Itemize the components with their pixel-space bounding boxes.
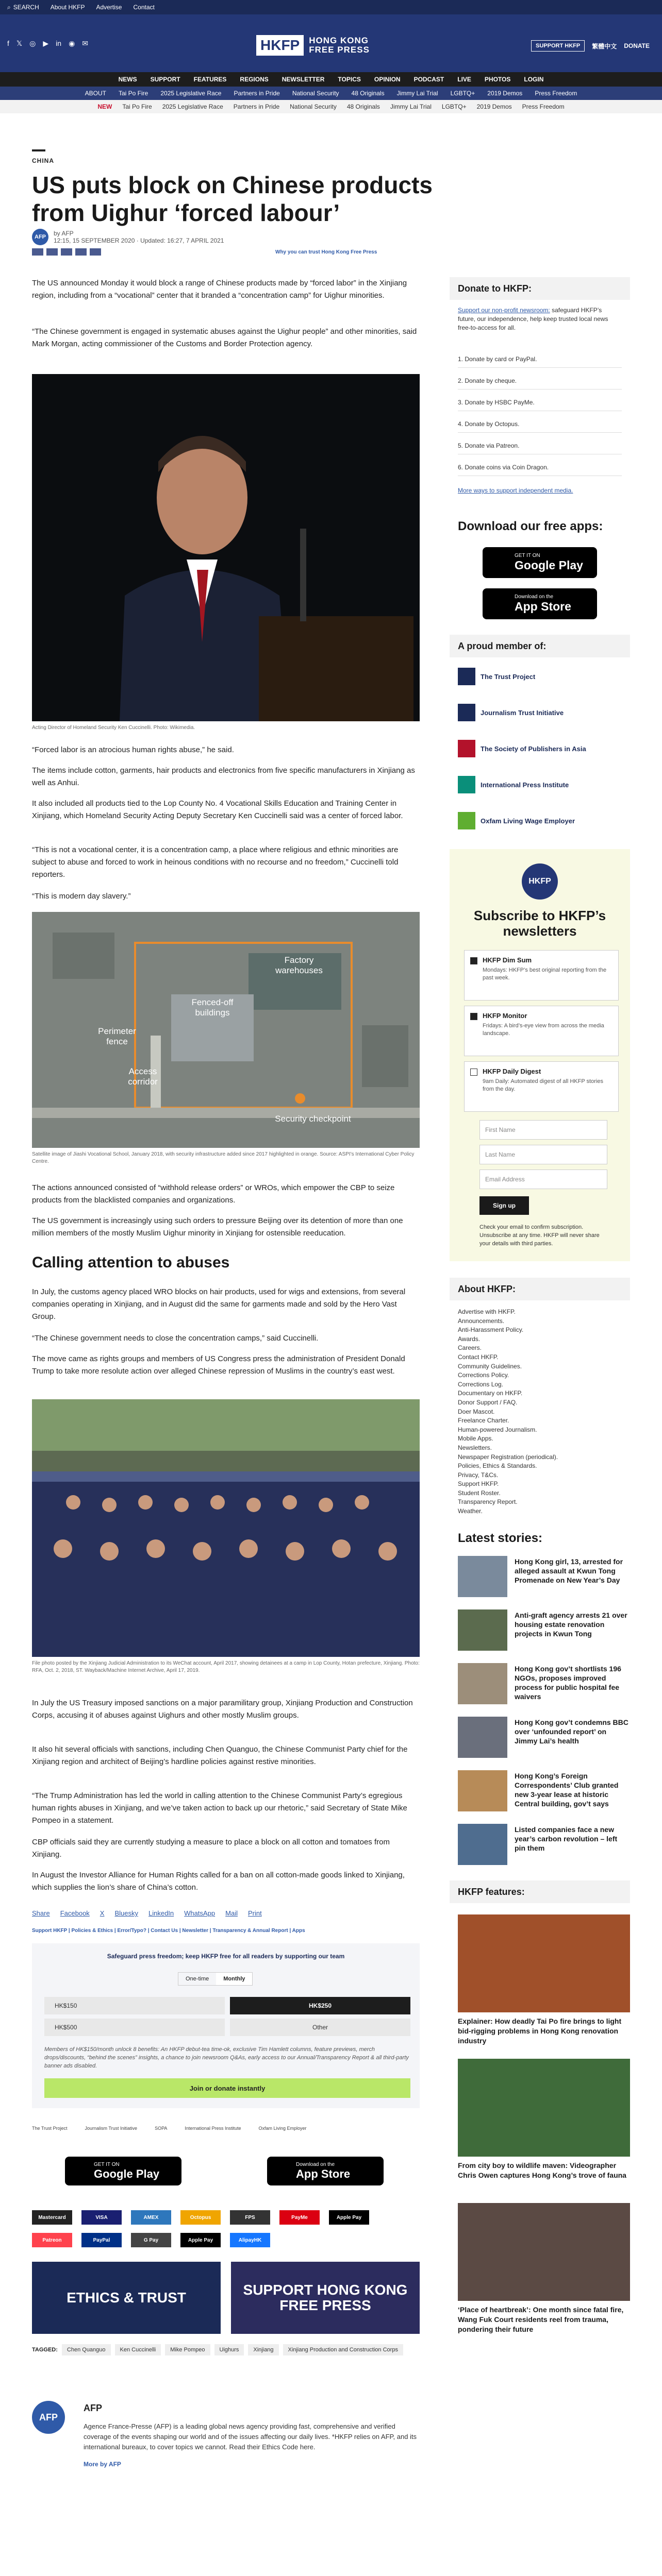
monthly-option[interactable]: Monthly <box>216 1973 252 1985</box>
trending-item[interactable]: National Security <box>290 103 337 110</box>
ipi-logo[interactable]: International Press Institute <box>458 776 569 793</box>
jti-logo: Journalism Trust Initiative <box>85 2126 138 2131</box>
newsletter-logo: HKFP <box>522 863 558 900</box>
trending-item[interactable]: Press Freedom <box>522 103 565 110</box>
newsletter-desc: Mondays: HKFP’s best original reporting from the past week. <box>483 967 607 981</box>
about-link[interactable]: Human-powered Journalism. <box>458 1426 537 1433</box>
monitor-checkbox[interactable] <box>470 1013 477 1020</box>
trust-project-icon <box>458 668 475 685</box>
subnav-item[interactable]: 2025 Legislative Race <box>160 90 222 97</box>
section-label[interactable]: CHINA <box>32 157 54 164</box>
share-print-icon[interactable] <box>90 248 101 256</box>
article-paragraph: “This is modern day slavery.” <box>32 892 131 901</box>
author-avatar: AFP <box>32 229 48 245</box>
trust-project-logo[interactable]: The Trust Project <box>458 668 535 685</box>
sidebar-app-store-button[interactable]: Download on the App Store <box>483 588 597 619</box>
latest-thumb <box>458 1824 507 1865</box>
facebook-icon[interactable]: f <box>7 39 9 47</box>
trending-item[interactable]: Tai Po Fire <box>122 103 152 110</box>
article-paragraph: “The Trump Administration has led the world in calling attention to the Chinese Communist Party’s egregious human rights abuses in Xinjiang, and we’ve taken action to back up our rhetoric,” said Secretary of State Mike Pompeo in a statement. <box>32 1791 407 1825</box>
article-paragraph: CBP officials said they are currently studying a measure to place a block on all cotton and tomatoes from Xinjiang. <box>32 1838 390 1859</box>
feature-story[interactable]: From city boy to wildlife maven: Videographer Chris Owen captures Hong Kong’s trove of fauna <box>458 2059 630 2180</box>
about-link[interactable]: Advertise with HKFP. <box>458 1308 516 1315</box>
about-link[interactable]: Doer Mascot. <box>458 1408 495 1415</box>
trending-item[interactable]: 2025 Legislative Race <box>162 103 223 110</box>
about-links <box>458 1308 623 1516</box>
search-link[interactable]: ⌕ SEARCH <box>7 3 39 11</box>
detainees-image <box>32 1399 420 1657</box>
octopus-icon: Octopus <box>180 2210 221 2225</box>
article-paragraph: The US government is increasingly using such orders to pressure Beijing over its detention of more than one million members of the mostly Muslim Uighur minority in Xinjiang for ostensible reeducation. <box>32 1216 403 1238</box>
logo-mark: HKFP <box>256 35 304 56</box>
fps-icon: FPS <box>230 2210 270 2225</box>
author-bio: Agence France-Presse (AFP) is a leading global news agency providing fast, comprehensive and verified coverage of the events shaping our world and of the issues affecting our daily lives. *HKFP relies on AFP, and its international bureaux, to cover topics we cannot. Read their Ethics Code here. <box>84 2422 417 2451</box>
about-link[interactable]: Newspaper Registration (periodical). <box>458 1453 558 1461</box>
apple-pay-icon: Apple Pay <box>180 2233 221 2247</box>
tag-item[interactable]: Uighurs <box>214 2344 244 2355</box>
ipi-logo: International Press Institute <box>185 2126 241 2131</box>
app-store-button[interactable]: Download on the App Store <box>267 2157 384 2185</box>
article-paragraph: The items include cotton, garments, hair products and electronics from five specific manufacturers in Xinjiang as well as Anhui. <box>32 766 415 787</box>
jti-icon <box>458 704 475 721</box>
ipi-icon <box>458 776 475 793</box>
dimsum-checkbox[interactable] <box>470 957 477 964</box>
article-paragraph: In July, the customs agency placed WRO blocks on hair products, used for wigs and extensions, from several companies operating in Xinjiang, and in August did the same for garments made and sold by the Hero Vast Group. <box>32 1287 406 1321</box>
digest-checkbox[interactable] <box>470 1069 477 1076</box>
latest-story[interactable]: Hong Kong gov’t condemns BBC over ‘unfounded report’ on Jimmy Lai’s health <box>458 1717 630 1766</box>
payme-icon: PayMe <box>279 2210 320 2225</box>
visa-icon: VISA <box>81 2210 122 2225</box>
trending-item[interactable]: Jimmy Lai Trial <box>390 103 432 110</box>
share-bluesky[interactable]: Bluesky <box>114 1909 138 1917</box>
nav-photos[interactable]: PHOTOS <box>484 76 511 83</box>
article-paragraph: The actions announced consisted of “withhold release orders” or WROs, which empower the CBP to seize products from the blacklisted companies and organizations. <box>32 1183 395 1205</box>
share-icons <box>32 248 101 256</box>
trending-bar <box>0 100 662 113</box>
share-mail[interactable]: Mail <box>225 1909 238 1917</box>
article-paragraph: The US announced Monday it would block a range of Chinese products made by “forced labor” in the Xinjiang region, including from a “vocational” center that it branded a “concentration camp” for Uighur minorities. <box>32 279 407 300</box>
image-caption: Acting Director of Homeland Security Ken Cuccinelli. Photo: Wikimedia. <box>32 725 195 731</box>
jti-logo[interactable]: Journalism Trust Initiative <box>458 704 564 721</box>
about-link[interactable]: Student Roster. <box>458 1489 501 1497</box>
donate-option[interactable]: 4. Donate by Octopus. <box>458 415 622 433</box>
tag-item[interactable]: Xinjiang Production and Construction Corps <box>283 2344 403 2355</box>
sopa-icon <box>458 740 475 757</box>
share-facebook-icon[interactable] <box>32 248 43 256</box>
mail-icon[interactable]: ✉ <box>82 39 89 47</box>
about-link[interactable]: Weather. <box>458 1507 483 1515</box>
share-mail-icon[interactable] <box>61 248 72 256</box>
newsletter-desc: 9am Daily: Automated digest of all HKFP stories from the day. <box>483 1078 603 1092</box>
google-play-button[interactable]: GET IT ON Google Play <box>65 2157 181 2185</box>
site-header <box>0 14 662 72</box>
more-ways-link[interactable]: More ways to support independent media. <box>458 487 573 494</box>
amount-250[interactable]: HK$250 <box>230 1997 410 2014</box>
nav-newsletter[interactable]: NEWSLETTER <box>282 76 325 83</box>
about-link[interactable]: Careers. <box>458 1344 482 1352</box>
feature-image <box>458 2203 630 2301</box>
search-icon: ⌕ <box>7 3 11 11</box>
paypal-icon: PayPal <box>81 2233 122 2247</box>
payment-row-2 <box>32 2233 270 2247</box>
share-label: Share <box>32 1909 50 1917</box>
map-label-access: Access corridor <box>128 1066 158 1087</box>
feature-story[interactable]: Explainer: How deadly Tai Po fire brings to light bid-rigging problems in Hong Kong renovation industry <box>458 1914 630 2046</box>
new-badge: NEW <box>97 103 112 110</box>
about-link[interactable]: Privacy, T&Cs. <box>458 1471 499 1479</box>
map-label-perimeter: Perimeter fence <box>98 1026 136 1046</box>
about-link[interactable]: About HKFP <box>50 4 85 11</box>
latest-title: Latest stories: <box>450 1527 630 1550</box>
rss-icon[interactable]: ◉ <box>69 39 75 47</box>
nav-features[interactable]: FEATURES <box>193 76 227 83</box>
article-paragraph: “The Chinese government needs to close the concentration camps,” said Cuccinelli. <box>32 1334 319 1343</box>
amount-500[interactable]: HK$500 <box>44 2019 225 2036</box>
support-hkfp-button[interactable]: SUPPORT HKFP <box>531 40 585 52</box>
about-link[interactable]: Awards. <box>458 1335 481 1343</box>
join-donate-button[interactable]: Join or donate instantly <box>44 2078 410 2098</box>
about-title: About HKFP: <box>450 1278 630 1300</box>
header-actions <box>531 40 650 52</box>
share-linkedin[interactable]: LinkedIn <box>148 1909 174 1917</box>
about-link[interactable]: Community Guidelines. <box>458 1362 522 1370</box>
section-rule <box>32 149 45 151</box>
subnav-item[interactable]: Press Freedom <box>535 90 577 97</box>
amount-150[interactable]: HK$150 <box>44 1997 225 2014</box>
latest-story[interactable]: Anti-graft agency arrests 21 over housing estate renovation projects in Kwun Tong <box>458 1609 630 1659</box>
nav-regions[interactable]: REGIONS <box>240 76 269 83</box>
latest-thumb <box>458 1770 507 1811</box>
image-caption: File photo posted by the Xinjiang Judicial Administration to its WeChat account, April 2017, showing detainees at a camp in Lop County, Hotan prefecture, Xinjiang. Photo: RFA, Oct. 2, 2018, ST. Wayback/Machine Internet Archive, April 17, 2019. <box>32 1660 420 1673</box>
sopa-logo: SOPA <box>155 2126 168 2131</box>
instagram-icon[interactable]: ◎ <box>29 39 36 47</box>
support-links[interactable]: Support HKFP | Policies & Ethics | Error/Typo? | Contact Us | Newsletter | Transparency & Annual Report | Apps <box>32 1928 305 1934</box>
newsletter-title: Subscribe to HKFP’s newsletters <box>473 908 606 939</box>
nav-opinion[interactable]: OPINION <box>374 76 401 83</box>
footer-member-logos <box>32 2126 307 2131</box>
newsletter-note: Check your email to confirm subscription. Unsubscribe at any time. HKFP will never share your details with third parties. <box>479 1224 600 1247</box>
subnav-item[interactable]: 48 Originals <box>351 90 385 97</box>
about-link[interactable]: Announcements. <box>458 1317 505 1325</box>
advertise-link[interactable]: Advertise <box>96 4 122 11</box>
article-headline: US puts block on Chinese products from Uighur ‘forced labour’ <box>32 172 433 226</box>
byline-date: 12:15, 15 SEPTEMBER 2020 · Updated: 16:27, 7 APRIL 2021 <box>54 237 224 244</box>
oxfam-logo: Oxfam Living Employer <box>258 2126 307 2131</box>
about-link[interactable]: Support HKFP. <box>458 1480 499 1488</box>
about-link[interactable]: Policies, Ethics & Standards. <box>458 1462 537 1470</box>
subnav-item[interactable]: Tai Po Fire <box>119 90 148 97</box>
about-link[interactable]: Freelance Charter. <box>458 1417 509 1425</box>
trending-item[interactable]: 2019 Demos <box>476 103 512 110</box>
cuccinelli-photo <box>32 374 420 721</box>
sidebar-google-play-button[interactable]: GET IT ON Google Play <box>483 547 597 578</box>
map-label-factory: Factory warehouses <box>275 955 323 975</box>
contact-link[interactable]: Contact <box>133 4 155 11</box>
nav-topics[interactable]: TOPICS <box>338 76 361 83</box>
about-link[interactable]: Contact HKFP. <box>458 1353 499 1361</box>
image-caption: Satellite image of Jiashi Vocational School, January 2018, with security infrastructure added since 2017 highlighted in orange. Source: ASPI’s International Cyber Policy Centre. <box>32 1151 415 1164</box>
satellite-image <box>32 912 420 1148</box>
membership-benefits: Members of HK$150/month unlock 8 benefits: An HKFP debut-tea time-ok, exclusive Tim Hamlett columns, feature previews, merch drops/discounts, “behind the scenes” insights, a chance to join newsroom Q&As, early access to our Annual/Transparency Report & all third-party banner ads disabled. <box>44 2046 409 2069</box>
about-link[interactable]: Newsletters. <box>458 1444 492 1451</box>
amex-icon: AMEX <box>131 2210 171 2225</box>
trending-item[interactable]: 48 Originals <box>346 103 380 110</box>
donate-link[interactable]: DONATE <box>624 42 650 49</box>
tag-item[interactable]: Mike Pompeo <box>165 2344 210 2355</box>
about-link[interactable]: Documentary on HKFP. <box>458 1389 523 1397</box>
donate-sidebar-title: Donate to HKFP: <box>450 277 630 300</box>
first-name-field[interactable]: First Name <box>479 1120 607 1140</box>
about-link[interactable]: Corrections Policy. <box>458 1371 509 1379</box>
latest-story[interactable]: Hong Kong’s Foreign Correspondents’ Club granted new 3-year lease at historic Central building, gov’t says <box>458 1770 630 1820</box>
latest-story[interactable]: Hong Kong girl, 13, arrested for alleged assault at Kwun Tong Promenade on New Year’s Day <box>458 1556 630 1605</box>
trending-item[interactable]: LGBTQ+ <box>441 103 467 110</box>
article-paragraph: “The Chinese government is engaged in systematic abuses against the Uighur people” and other minorities, said Mark Morgan, acting commissioner of the Customs and Border Protection agency. <box>32 327 417 348</box>
more-by-author-link[interactable]: More by AFP <box>84 2461 121 2468</box>
newsletter-name: HKFP Daily Digest <box>483 1067 541 1075</box>
article-paragraph: It also included all products tied to the Lop County No. 4 Vocational Skills Education and Training Center in Xinjiang, which Homeland Security Acting Deputy Secretary Ken Cuccinelli said was a center of forced labor. <box>32 799 403 820</box>
byline-author[interactable]: by AFP <box>54 230 74 237</box>
subnav-item[interactable]: LGBTQ+ <box>450 90 475 97</box>
trending-item[interactable]: Partners in Pride <box>233 103 280 110</box>
logo-wordmark: HONG KONG FREE PRESS <box>309 36 370 55</box>
payment-row-1 <box>32 2210 369 2225</box>
author-name[interactable]: AFP <box>84 2403 102 2413</box>
chinese-link[interactable]: 繁體中文 <box>592 42 617 50</box>
amount-other[interactable]: Other <box>230 2019 410 2036</box>
patreon-icon: Patreon <box>32 2233 72 2247</box>
google-pay-icon: G Pay <box>131 2233 171 2247</box>
about-link[interactable]: Corrections Log. <box>458 1380 504 1388</box>
article-paragraph: In August the Investor Alliance for Human Rights called for a ban on all cotton-made goods linked to Xinjiang, which supplies the lion’s share of China’s cotton. <box>32 1871 405 1892</box>
donate-sidebar-text: Support our non-profit newsroom: safeguard HKFP’s future, our independence, help keep trusted local news free-to-access for all. <box>458 307 608 331</box>
nav-support[interactable]: SUPPORT <box>150 76 180 83</box>
apps-sidebar-title: Download our free apps: <box>450 515 630 538</box>
features-title: HKFP features: <box>450 1880 630 1903</box>
subnav-item[interactable]: Partners in Pride <box>234 90 280 97</box>
last-name-field[interactable]: Last Name <box>479 1145 607 1164</box>
feature-story[interactable]: ‘Place of heartbreak’: One month since fatal fire, Wang Fuk Court residents reel from trauma, pondering their future <box>458 2203 630 2334</box>
article-paragraph: In July the US Treasury imposed sanctions on a major paramilitary group, Xinjiang Production and Construction Corps, accusing it of abuses against Uighurs and other mostly Muslim groups. <box>32 1699 413 1720</box>
map-label-security: Security checkpoint <box>275 1114 351 1124</box>
author-logo[interactable]: AFP <box>32 2401 65 2434</box>
main-nav <box>0 72 662 87</box>
donate-option[interactable]: 5. Donate via Patreon. <box>458 437 622 454</box>
latest-story[interactable]: Hong Kong gov’t shortlists 196 NGOs, proposes improved process for public hospital fee waivers <box>458 1663 630 1713</box>
section-heading: Calling attention to abuses <box>32 1254 230 1271</box>
feature-image <box>458 1914 630 2012</box>
sub-nav <box>0 87 662 100</box>
donate-option[interactable]: 1. Donate by card or PayPal. <box>458 350 622 368</box>
share-x[interactable]: X <box>100 1909 105 1917</box>
latest-thumb <box>458 1717 507 1758</box>
subnav-item[interactable]: National Security <box>292 90 339 97</box>
subnav-item[interactable]: 2019 Demos <box>487 90 523 97</box>
trust-project-logo: The Trust Project <box>32 2126 68 2131</box>
photo-cuccinelli <box>32 374 420 721</box>
about-link[interactable]: Anti-Harassment Policy. <box>458 1326 524 1334</box>
support-promo[interactable]: SUPPORT HONG KONG FREE PRESS <box>231 2262 420 2334</box>
tag-item[interactable]: Xinjiang <box>248 2344 278 2355</box>
detainees-photo <box>32 1399 420 1657</box>
site-logo[interactable] <box>256 35 370 56</box>
latest-thumb <box>458 1663 507 1704</box>
subnav-item[interactable]: Jimmy Lai Trial <box>396 90 438 97</box>
nav-news[interactable]: NEWS <box>118 76 137 83</box>
about-link[interactable]: Donor Support / FAQ. <box>458 1398 518 1406</box>
share-links <box>32 1909 262 1917</box>
nav-live[interactable]: LIVE <box>457 76 471 83</box>
share-print[interactable]: Print <box>247 1909 262 1917</box>
oxfam-icon <box>458 812 475 829</box>
article-paragraph: It also hit several officials with sanctions, including Chen Quanguo, the Chinese Communist Party chief for the Xinjiang region and architect of Beijing’s hardline policies against restive minorities. <box>32 1745 408 1766</box>
support-newsroom-link[interactable]: Support our non-profit newsroom: <box>458 307 550 314</box>
frequency-toggle <box>178 1972 253 1986</box>
signup-button[interactable]: Sign up <box>479 1196 529 1215</box>
feature-image <box>458 2059 630 2157</box>
tag-list <box>32 2344 424 2355</box>
x-icon[interactable]: 𝕏 <box>16 39 23 47</box>
article-paragraph: The move came as rights groups and members of US Congress press the administration of President Donald Trump to take more resolute action over alleged Chinese repression of Muslims in the country’s east west. <box>32 1354 405 1376</box>
latest-thumb <box>458 1556 507 1597</box>
donate-option[interactable]: 2. Donate by cheque. <box>458 372 622 389</box>
top-bar <box>0 0 662 14</box>
share-x-icon[interactable] <box>46 248 58 256</box>
sopa-logo[interactable]: The Society of Publishers in Asia <box>458 740 586 757</box>
share-whatsapp-icon[interactable] <box>75 248 87 256</box>
linkedin-icon[interactable]: in <box>56 39 62 47</box>
social-icons <box>7 39 88 48</box>
about-link[interactable]: Mobile Apps. <box>458 1435 493 1443</box>
map-label-fenced: Fenced-off buildings <box>191 997 234 1018</box>
byline <box>32 229 224 245</box>
latest-thumb <box>458 1609 507 1651</box>
latest-story[interactable]: Listed companies face a new year’s carbon revolution – left pin them <box>458 1824 630 1873</box>
nav-podcast[interactable]: PODCAST <box>413 76 444 83</box>
tag-item[interactable]: Ken Cuccinelli <box>115 2344 161 2355</box>
donate-option[interactable]: 6. Donate coins via Coin Dragon. <box>458 459 622 476</box>
subnav-about[interactable]: ABOUT <box>85 90 106 97</box>
donate-option[interactable]: 3. Donate by HSBC PayMe. <box>458 394 622 411</box>
tag-item[interactable]: Chen Quanguo <box>62 2344 111 2355</box>
ethics-promo[interactable]: ETHICS & TRUST <box>32 2262 221 2334</box>
alipay-icon: AlipayHK <box>230 2233 270 2247</box>
newsletter-name: HKFP Dim Sum <box>483 956 532 964</box>
nav-login[interactable]: LOGIN <box>524 76 544 83</box>
article-paragraph: “Forced labor is an atrocious human rights abuse,” he said. <box>32 745 234 754</box>
youtube-icon[interactable]: ▶ <box>43 39 49 47</box>
newsletter-name: HKFP Monitor <box>483 1012 527 1020</box>
one-time-option[interactable]: One-time <box>186 1976 209 1982</box>
mastercard-icon: Mastercard <box>32 2210 72 2225</box>
email-field[interactable]: Email Address <box>479 1170 607 1189</box>
trust-link[interactable]: Why you can trust Hong Kong Free Press <box>275 249 377 255</box>
proud-member-title: A proud member of: <box>450 635 630 657</box>
apple-pay-icon: Apple Pay <box>329 2210 369 2225</box>
article-paragraph: “This is not a vocational center, it is a concentration camp, a place where religious and ethnic minorities are subject to abuse and forced to work in heinous conditions with no recourse and no freedom,” Cuccinelli told reporters. <box>32 845 399 879</box>
newsletter-desc: Fridays: A bird’s-eye view from across the media landscape. <box>483 1023 604 1037</box>
donate-widget-title: Safeguard press freedom; keep HKFP free for all readers by supporting our team <box>107 1953 345 1960</box>
oxfam-logo[interactable]: Oxfam Living Wage Employer <box>458 812 575 829</box>
tags-label: TAGGED: <box>32 2347 58 2353</box>
share-whatsapp[interactable]: WhatsApp <box>184 1909 216 1917</box>
about-link[interactable]: Transparency Report. <box>458 1498 518 1506</box>
share-facebook[interactable]: Facebook <box>60 1909 90 1917</box>
